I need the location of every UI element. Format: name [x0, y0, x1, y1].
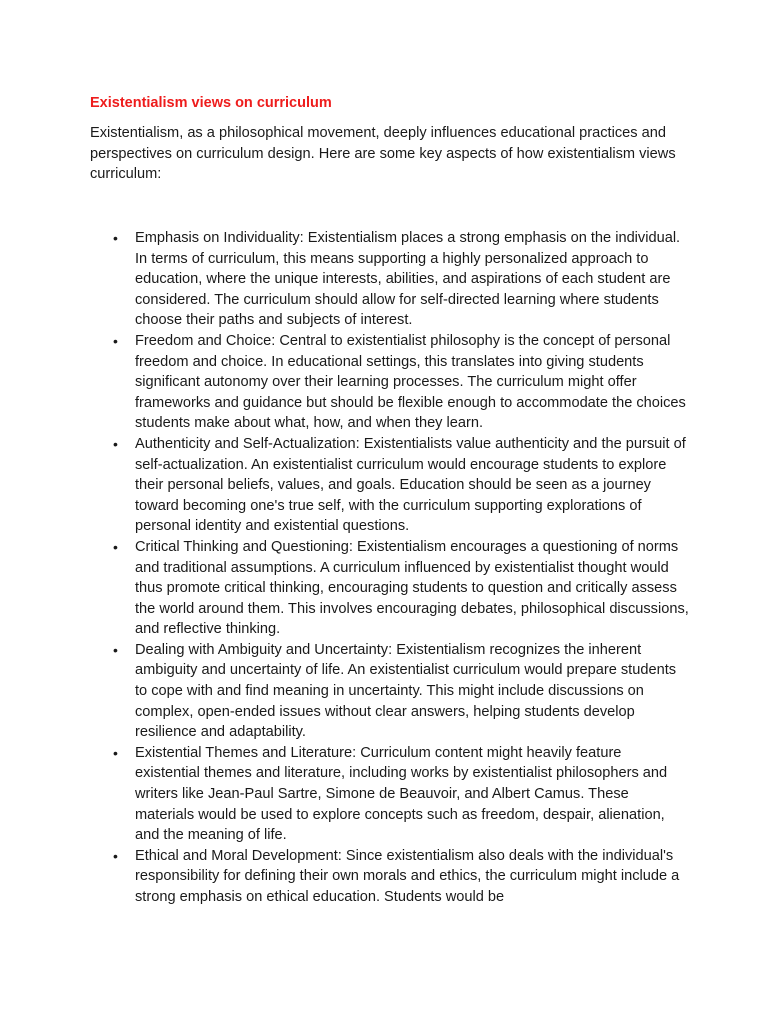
intro-paragraph: Existentialism, as a philosophical movement, deeply influences educational practices and perspectives on curriculum design. Here are some key aspects of how existentialism views curriculum: — [90, 125, 676, 183]
list-item — [90, 743, 690, 846]
list-item-text: Ethical and Moral Development: Since existentialism also deals with the individual's responsibility for defining their own morals and ethics, the curriculum might include a strong emphasis on ethical education. Students would be — [135, 847, 680, 905]
bullet-icon: • — [113, 332, 118, 349]
bullet-icon: • — [113, 435, 118, 452]
list-item — [90, 228, 690, 331]
bullet-icon: • — [113, 847, 118, 864]
list-item — [90, 846, 690, 908]
bullet-icon: • — [113, 538, 118, 555]
bullet-icon: • — [113, 641, 118, 658]
bullet-icon: • — [113, 744, 118, 761]
list-item-text: Existential Themes and Literature: Curriculum content might heavily feature existential themes and literature, including works by existentialist philosophers and writers like Jean-Paul Sartre, Simone de Beauvoir, and Albert Camus. These materials would be used to explore concepts such as freedom, despair, alienation, and the meaning of life. — [135, 744, 668, 844]
list-item-text: Emphasis on Individuality: Existentialism places a strong emphasis on the individual. In terms of curriculum, this means supporting a highly personalized approach to education, where the unique interests, abilities, and aspirations of each student are considered. The curriculum should allow for self-directed learning where students choose their paths and subjects of interest. — [135, 230, 681, 329]
list-item — [90, 331, 690, 434]
list-item — [90, 434, 690, 537]
bullet-list — [90, 228, 690, 908]
list-item-text: Critical Thinking and Questioning: Existentialism encourages a questioning of norms and traditional assumptions. A curriculum influenced by existentialist thought would thus promote critical thinking, encouraging students to question and critically assess the world around them. This involves encouraging debates, philosophical discussions, and reflective thinking. — [135, 538, 689, 638]
list-item-text: Dealing with Ambiguity and Uncertainty: Existentialism recognizes the inherent ambiguity and uncertainty of life. An existentialist curriculum would prepare students to cope with and find meaning in uncertainty. This might include discussions on complex, open-ended issues without clear answers, helping students develop resilience and adaptability. — [135, 641, 677, 741]
list-item-text: Authenticity and Self-Actualization: Existentialists value authenticity and the pursuit of self-actualization. An existentialist curriculum would encourage students to explore their personal beliefs, values, and goals. Education should be seen as a journey toward becoming one's true self, with the curriculum supporting explorations of personal identity and existential questions. — [135, 435, 686, 535]
list-item — [90, 537, 690, 640]
list-item — [90, 640, 690, 743]
list-item-text: Freedom and Choice: Central to existentialist philosophy is the concept of personal freedom and choice. In educational settings, this translates into giving students significant autonomy over their learning processes. The curriculum might offer frameworks and guidance but should be flexible enough to accommodate the choices students make about what, how, and when they learn. — [135, 332, 686, 432]
bullet-icon: • — [113, 230, 118, 246]
document-title: Existentialism views on curriculum — [90, 95, 332, 111]
